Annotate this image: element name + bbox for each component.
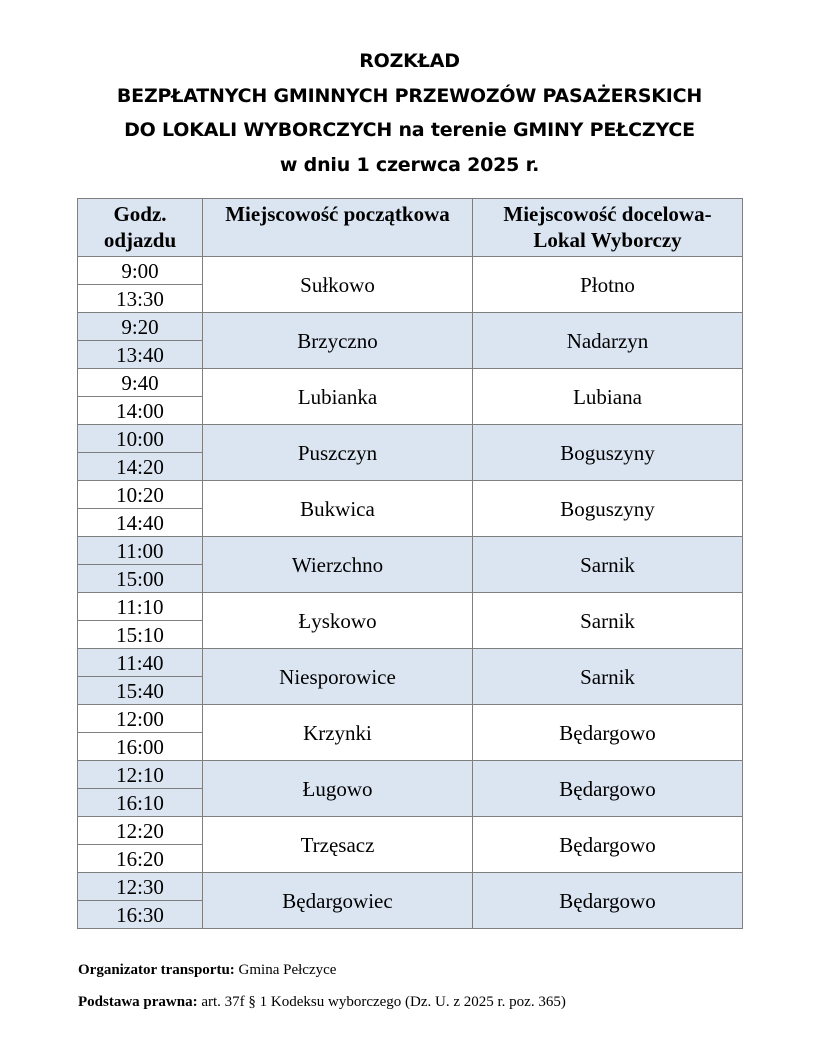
destination-place: Boguszyny	[473, 481, 743, 537]
table-row	[78, 593, 743, 621]
table-row	[78, 257, 743, 285]
table-row	[78, 761, 743, 789]
start-place: Sułkowo	[203, 257, 473, 313]
legal-basis-value: art. 37f § 1 Kodeksu wyborczego (Dz. U. z 2025 r. poz. 365)	[201, 994, 566, 1010]
start-place: Lubianka	[203, 369, 473, 425]
title-line-1: ROZKŁAD	[359, 50, 460, 72]
start-place: Będargowiec	[203, 873, 473, 929]
destination-place: Będargowo	[473, 873, 743, 929]
destination-place: Sarnik	[473, 537, 743, 593]
legal-basis-line	[78, 994, 566, 1011]
departure-time-first: 12:20	[78, 817, 203, 845]
title-line-4: w dniu 1 czerwca 2025 r.	[279, 153, 540, 176]
organizer-value: Gmina Pełczyce	[238, 962, 337, 978]
destination-place: Będargowo	[473, 761, 743, 817]
organizer-line	[78, 962, 336, 979]
departure-time-first: 12:10	[78, 761, 203, 789]
table-row	[78, 481, 743, 509]
departure-time-first: 11:10	[78, 593, 203, 621]
table-row	[78, 537, 743, 565]
departure-time-second: 15:10	[78, 621, 203, 649]
departure-time-second: 14:00	[78, 397, 203, 425]
departure-time-second: 16:30	[78, 901, 203, 929]
schedule-body	[78, 257, 743, 929]
legal-basis-label: Podstawa prawna:	[78, 994, 198, 1010]
destination-place: Sarnik	[473, 593, 743, 649]
table-row	[78, 313, 743, 341]
organizer-label: Organizator transportu:	[78, 962, 235, 978]
departure-time-second: 13:40	[78, 341, 203, 369]
title-line-3: DO LOKALI WYBORCZYCH na terenie GMINY PEŁCZYCE	[124, 119, 695, 141]
table-row	[78, 817, 743, 845]
table-row	[78, 369, 743, 397]
departure-time-second: 13:30	[78, 285, 203, 313]
destination-place: Boguszyny	[473, 425, 743, 481]
start-place: Wierzchno	[203, 537, 473, 593]
destination-place: Będargowo	[473, 817, 743, 873]
departure-time-second: 14:20	[78, 453, 203, 481]
departure-time-first: 11:00	[78, 537, 203, 565]
destination-place: Nadarzyn	[473, 313, 743, 369]
destination-place: Lubiana	[473, 369, 743, 425]
departure-time-first: 11:40	[78, 649, 203, 677]
start-place: Puszczyn	[203, 425, 473, 481]
start-place: Brzyczno	[203, 313, 473, 369]
departure-time-second: 16:00	[78, 733, 203, 761]
start-place: Bukwica	[203, 481, 473, 537]
destination-place: Będargowo	[473, 705, 743, 761]
departure-time-first: 10:20	[78, 481, 203, 509]
departure-time-second: 15:40	[78, 677, 203, 705]
document-title	[0, 44, 819, 182]
table-row	[78, 705, 743, 733]
start-place: Krzynki	[203, 705, 473, 761]
title-line-2: BEZPŁATNYCH GMINNYCH PRZEWOZÓW PASAŻERSKICH	[116, 84, 703, 107]
departure-time-second: 15:00	[78, 565, 203, 593]
start-place: Niesporowice	[203, 649, 473, 705]
departure-time-second: 14:40	[78, 509, 203, 537]
departure-time-second: 16:10	[78, 789, 203, 817]
header-departure-time: Godz. odjazdu	[78, 199, 203, 257]
destination-place: Sarnik	[473, 649, 743, 705]
departure-time-first: 9:20	[78, 313, 203, 341]
table-row	[78, 649, 743, 677]
header-destination: Miejscowość docelowa- Lokal Wyborczy	[473, 199, 743, 257]
departure-time-first: 12:00	[78, 705, 203, 733]
schedule-table	[77, 198, 743, 929]
departure-time-first: 12:30	[78, 873, 203, 901]
header-start-place: Miejscowość początkowa	[203, 199, 473, 257]
table-row	[78, 873, 743, 901]
table-row	[78, 425, 743, 453]
table-header-row	[78, 199, 743, 257]
departure-time-first: 10:00	[78, 425, 203, 453]
departure-time-first: 9:00	[78, 257, 203, 285]
departure-time-second: 16:20	[78, 845, 203, 873]
start-place: Ługowo	[203, 761, 473, 817]
start-place: Trzęsacz	[203, 817, 473, 873]
start-place: Łyskowo	[203, 593, 473, 649]
departure-time-first: 9:40	[78, 369, 203, 397]
destination-place: Płotno	[473, 257, 743, 313]
